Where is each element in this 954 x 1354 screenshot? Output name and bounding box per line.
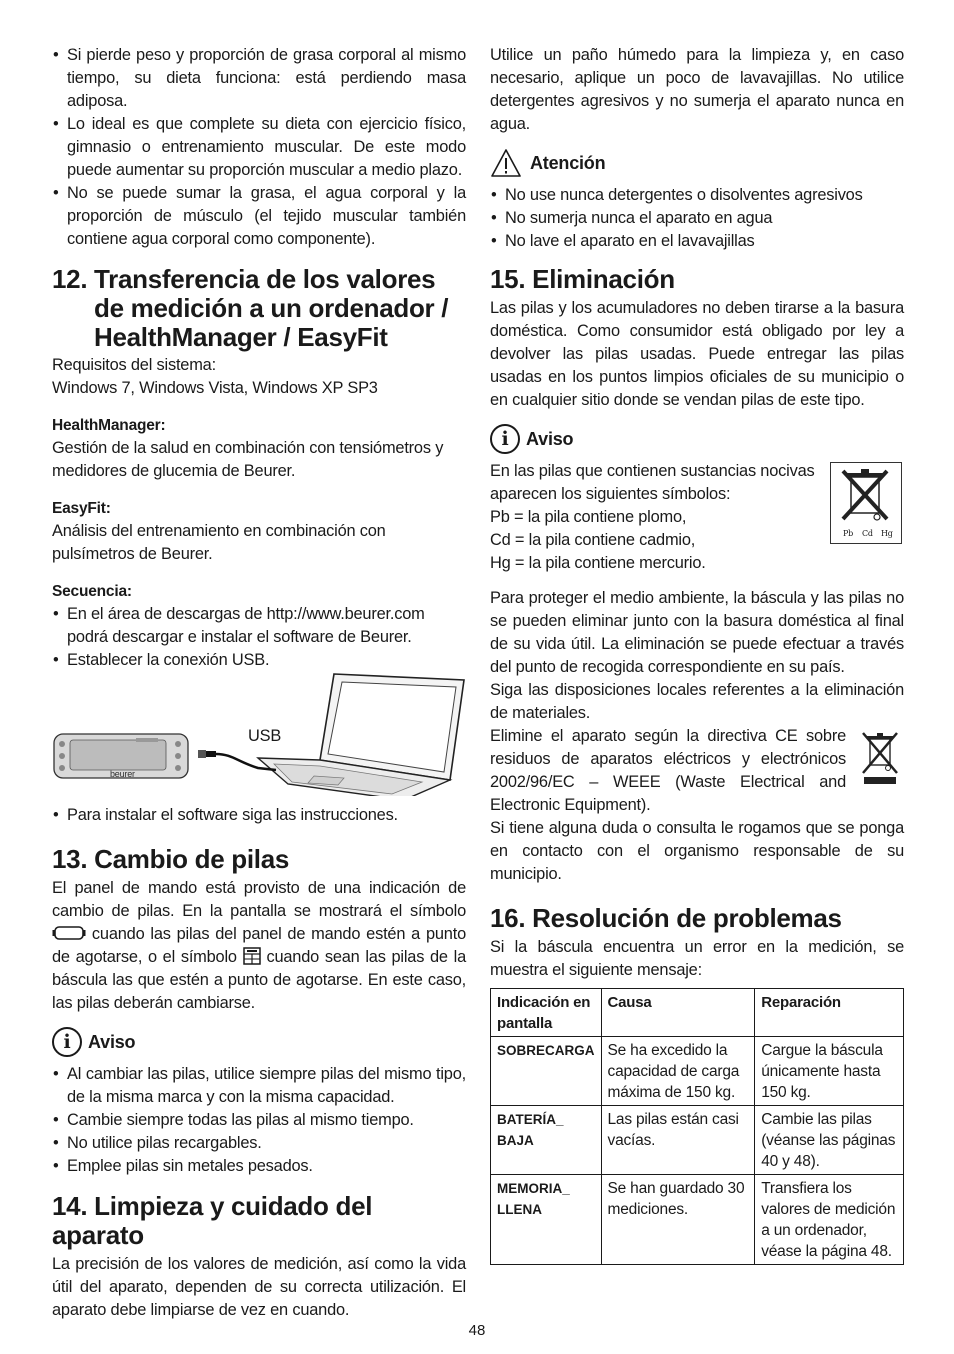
hazard-line-hg: Hg = la pila contiene mercurio. bbox=[490, 554, 706, 572]
error-fix: Cargue la báscula únicamente hasta 150 kg. bbox=[755, 1037, 904, 1106]
notice-label: Aviso bbox=[88, 1031, 136, 1052]
info-icon: i bbox=[490, 424, 520, 454]
list-item: • No lave el aparato en el lavavajillas bbox=[490, 230, 904, 253]
healthmanager-label: HealthManager: bbox=[52, 417, 166, 434]
error-cause: Las pilas están casi vacías. bbox=[601, 1106, 755, 1175]
cleaning-paragraph: Utilice un paño húmedo para la limpieza y, en caso necesario, aplique un poco de lavavajillas. No utilice detergentes agresivos y no sumerja el aparato nunca en agua. bbox=[490, 46, 904, 133]
list-item: • No utilice pilas recargables. bbox=[52, 1132, 466, 1155]
hazard-line-cd: Cd = la pila contiene cadmio, bbox=[490, 531, 696, 549]
intro-bullet-list bbox=[52, 44, 466, 251]
table-header-row bbox=[491, 989, 904, 1037]
section-15-heading: 15. Eliminación bbox=[490, 264, 675, 294]
healthmanager-text: Gestión de la salud en combinación con tensiómetros y medidores de glucemia de Beurer. bbox=[52, 439, 444, 480]
section-16-heading: 16. Resolución de problemas bbox=[490, 903, 842, 933]
paragraph-text: El panel de mando está provisto de una indicación de cambio de pilas. En la pantalla se mostrará el símbolo bbox=[52, 879, 466, 920]
easyfit-label: EasyFit: bbox=[52, 500, 111, 517]
list-item: • No sumerja nunca el aparato en agua bbox=[490, 207, 904, 230]
contact-paragraph: Si tiene alguna duda o consulta le rogamos que se ponga en contacto con el organismo responsable de su municipio. bbox=[490, 819, 904, 883]
error-fix: Cambie las pilas (véanse las páginas 40 y 48). bbox=[755, 1106, 904, 1175]
disposal-paragraph: Las pilas y los acumuladores no deben tirarse a la basura doméstica. Como consumidor está obligado por ley a devolver las pilas usadas. Puede entregar las pilas usadas en los puntos limpios oficiales de su municipio o en cualquier sitio donde se vendan pilas de este tipo. bbox=[490, 299, 904, 409]
notice-label: Aviso bbox=[526, 428, 574, 449]
left-column bbox=[52, 44, 466, 1322]
weee-block bbox=[490, 725, 904, 817]
easyfit-text: Análisis del entrenamiento en combinación con pulsímetros de Beurer. bbox=[52, 522, 386, 563]
attention-heading bbox=[490, 148, 904, 178]
list-item: • En el área de descargas de http://www.beurer.com podrá descargar e instalar el software de Beurer. bbox=[52, 603, 466, 649]
symbol-label-pb: Pb bbox=[843, 529, 854, 538]
sequence-bullet-list bbox=[52, 603, 466, 672]
list-item: • Para instalar el software siga las instrucciones. bbox=[52, 804, 466, 827]
list-item: • Lo ideal es que complete su dieta con ejercicio físico, gimnasio o entrenamiento muscular. De este modo puede aumentar su proporción muscular a medio plazo. bbox=[52, 113, 466, 182]
hazard-intro: En las pilas que contienen sustancias nocivas aparecen los siguientes símbolos: bbox=[490, 462, 815, 503]
environment-paragraph: Para proteger el medio ambiente, la báscula y las pilas no se pueden eliminar junto con la basura doméstica al final de su vida útil. La eliminación se puede efectuar a través del punto de recogida correspondiente en su país. bbox=[490, 589, 904, 676]
list-item: • No se puede sumar la grasa, el agua corporal y la proporción de músculo (el tejido muscular también contiene agua corporal como componente). bbox=[52, 182, 466, 251]
control-panel-battery-icon bbox=[52, 925, 86, 941]
hazard-line-pb: Pb = la pila contiene plomo, bbox=[490, 508, 687, 526]
info-icon: i bbox=[52, 1027, 82, 1057]
local-rules-paragraph: Siga las disposiciones locales referentes a la eliminación de materiales. bbox=[490, 681, 904, 722]
usb-connection-illustration bbox=[52, 672, 466, 796]
list-item: • Establecer la conexión USB. bbox=[52, 649, 466, 672]
table-row bbox=[491, 1037, 904, 1106]
column-header-display: Indicación en pantalla bbox=[491, 989, 602, 1037]
section-number: 12. bbox=[52, 264, 88, 294]
list-item: • Al cambiar las pilas, utilice siempre pilas del mismo tipo, de la misma marca y con la misma capacidad. bbox=[52, 1063, 466, 1109]
error-code: MEMORIA_ LLENA bbox=[491, 1175, 602, 1265]
battery-notice-heading bbox=[52, 1027, 466, 1057]
error-code: SOBRECARGA bbox=[491, 1037, 602, 1106]
page-number: 48 bbox=[468, 1322, 486, 1339]
symbol-label-cd: Cd bbox=[862, 529, 873, 538]
hazard-symbols-block bbox=[490, 460, 904, 575]
right-column bbox=[490, 44, 904, 1265]
system-requirements-label: Requisitos del sistema: bbox=[52, 356, 216, 374]
system-requirements-value: Windows 7, Windows Vista, Windows XP SP3 bbox=[52, 379, 378, 397]
battery-change-paragraph bbox=[52, 877, 466, 1015]
list-item: • No use nunca detergentes o disolventes agresivos bbox=[490, 184, 904, 207]
error-cause: Se han guardado 30 mediciones. bbox=[601, 1175, 755, 1265]
battery-notice-list bbox=[52, 1063, 466, 1178]
install-bullet-list bbox=[52, 804, 466, 827]
column-header-cause: Causa bbox=[601, 989, 755, 1037]
error-cause: Se ha excedido la capacidad de carga máxima de 150 kg. bbox=[601, 1037, 755, 1106]
weee-paragraph: Elimine el aparato según la directiva CE sobre residuos de aparatos eléctricos y electrónicos 2002/96/EC – WEEE (Waste Electrical and Electronic Equipment). bbox=[490, 727, 846, 814]
symbol-label-hg: Hg bbox=[881, 529, 893, 538]
scale-battery-icon bbox=[243, 947, 261, 965]
device-brand-label: beurer bbox=[110, 769, 135, 779]
error-table bbox=[490, 988, 904, 1265]
section-12-heading bbox=[52, 265, 466, 352]
paragraph-text: cuando las pilas del panel de mando estén a punto de agotarse, o el símbolo bbox=[52, 925, 466, 966]
section-title: Transferencia de los valores de medición a un ordenador / HealthManager / EasyFit bbox=[94, 264, 449, 352]
list-item: • Si pierde peso y proporción de grasa corporal al mismo tiempo, su dieta funciona: está perdiendo masa adiposa. bbox=[52, 44, 466, 113]
troubleshooting-intro: Si la báscula encuentra un error en la medición, se muestra el siguiente mensaje: bbox=[490, 938, 904, 979]
table-row bbox=[491, 1106, 904, 1175]
error-code: BATERÍA_ BAJA bbox=[491, 1106, 602, 1175]
warning-icon bbox=[490, 148, 522, 178]
disposal-notice-heading bbox=[490, 424, 904, 454]
list-item: • Emplee pilas sin metales pesados. bbox=[52, 1155, 466, 1178]
attention-label: Atención bbox=[530, 152, 606, 173]
section-14-heading: 14. Limpieza y cuidado del aparato bbox=[52, 1191, 373, 1250]
section-13-heading: 13. Cambio de pilas bbox=[52, 844, 290, 874]
table-row bbox=[491, 1175, 904, 1265]
error-fix: Transfiera los valores de medición a un ordenador, véase la página 48. bbox=[755, 1175, 904, 1265]
usb-label: USB bbox=[248, 727, 282, 745]
sequence-label: Secuencia: bbox=[52, 583, 132, 600]
column-header-fix: Reparación bbox=[755, 989, 904, 1037]
attention-bullet-list bbox=[490, 184, 904, 253]
battery-disposal-symbol bbox=[830, 462, 902, 544]
list-item: • Cambie siempre todas las pilas al mismo tiempo. bbox=[52, 1109, 466, 1132]
weee-bin-icon bbox=[858, 729, 902, 787]
paragraph-text: cuando sean las pilas de la báscula las que estén a punto de agotarse. En este caso, las pilas deberán cambiarse. bbox=[52, 948, 467, 1012]
cleaning-intro-paragraph: La precisión de los valores de medición, así como la vida útil del aparato, dependen de su correcta utilización. El aparato debe limpiarse de vez en cuando. bbox=[52, 1255, 466, 1319]
